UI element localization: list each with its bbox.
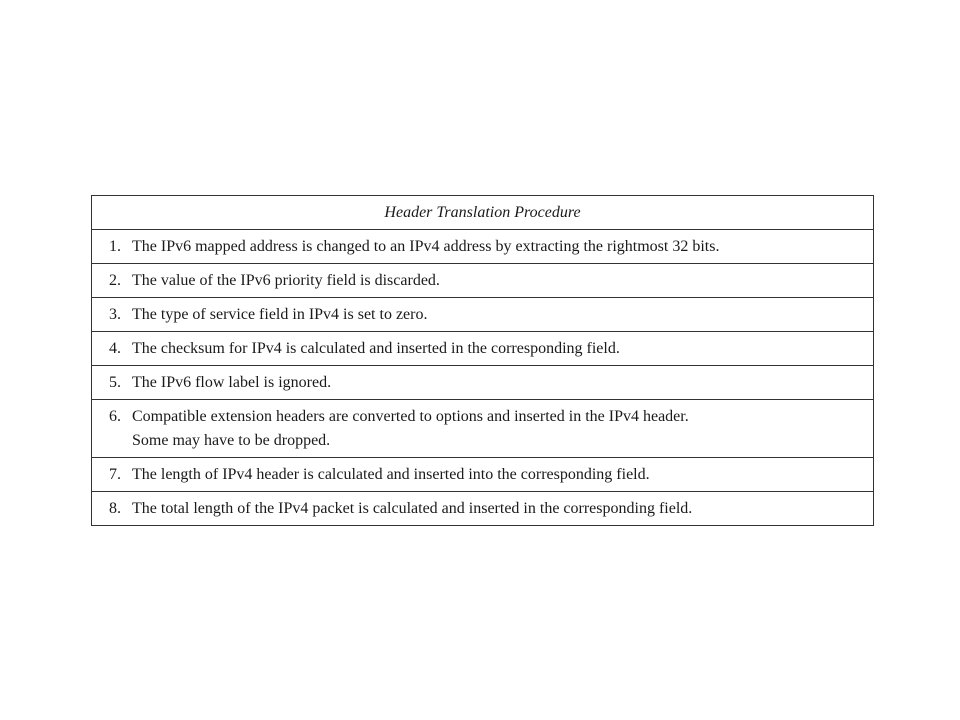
step-text: The IPv6 mapped address is changed to an IPv4 address by extracting the rightmost 32 bits. xyxy=(132,237,720,255)
step-item xyxy=(109,269,867,293)
step-number: 5. xyxy=(109,373,121,391)
step-item xyxy=(109,303,867,327)
table-header-row xyxy=(92,196,874,230)
step-number: 1. xyxy=(109,237,121,255)
step-text: The type of service field in IPv4 is set to zero. xyxy=(132,305,428,323)
step-item xyxy=(109,235,867,259)
table-row xyxy=(92,298,874,332)
table-row xyxy=(92,458,874,492)
step-cell xyxy=(92,366,874,400)
procedure-table xyxy=(91,195,874,526)
step-number: 8. xyxy=(109,499,121,517)
step-cell xyxy=(92,400,874,458)
step-text: The value of the IPv6 priority field is discarded. xyxy=(132,271,440,289)
step-text-continued: Some may have to be dropped. xyxy=(132,431,331,449)
step-item xyxy=(109,463,867,487)
step-text: The checksum for IPv4 is calculated and inserted in the corresponding field. xyxy=(132,339,620,357)
step-cell xyxy=(92,458,874,492)
table-row xyxy=(92,230,874,264)
step-text-block xyxy=(132,405,867,453)
step-item xyxy=(109,497,867,521)
step-number: 2. xyxy=(109,271,121,289)
step-cell xyxy=(92,230,874,264)
step-cell xyxy=(92,298,874,332)
table-row xyxy=(92,492,874,526)
table-row xyxy=(92,400,874,458)
step-text: Compatible extension headers are converted to options and inserted in the IPv4 header. xyxy=(132,407,689,425)
table-title: Header Translation Procedure xyxy=(92,196,874,230)
table-row xyxy=(92,264,874,298)
step-item xyxy=(109,371,867,395)
table-row xyxy=(92,332,874,366)
table-row xyxy=(92,366,874,400)
step-cell xyxy=(92,264,874,298)
step-cell xyxy=(92,332,874,366)
step-item xyxy=(109,405,867,453)
step-number: 4. xyxy=(109,339,121,357)
step-text: The total length of the IPv4 packet is calculated and inserted in the corresponding field. xyxy=(132,499,693,517)
step-item xyxy=(109,337,867,361)
step-number: 6. xyxy=(109,407,121,425)
step-number: 7. xyxy=(109,465,121,483)
step-text: The IPv6 flow label is ignored. xyxy=(132,373,332,391)
step-cell xyxy=(92,492,874,526)
step-number: 3. xyxy=(109,305,121,323)
step-text: The length of IPv4 header is calculated and inserted into the corresponding field. xyxy=(132,465,650,483)
